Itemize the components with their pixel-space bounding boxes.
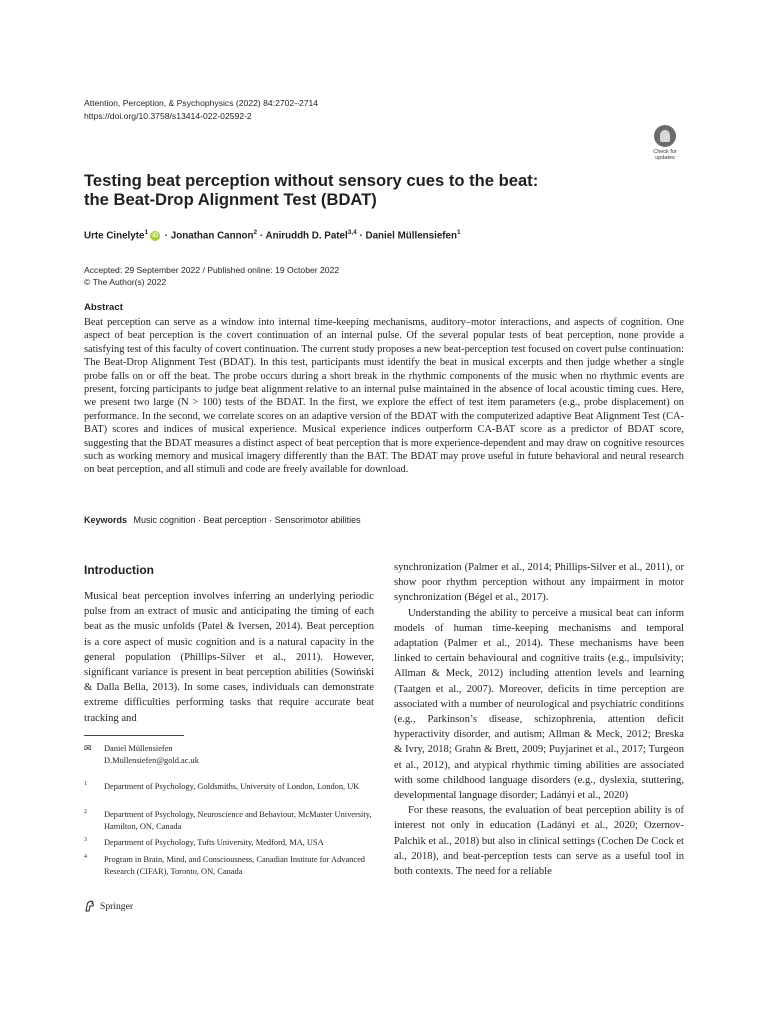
author-affil: 2: [253, 229, 258, 236]
intro-paragraph: Musical beat perception involves inferring an underlying periodic pulse from an extract of music and anticipating the timing of each beat as the music unfolds (Patel & Iversen, 2014). Beat perception is a core aspect of music cognition and is a natural capacity in the general population (Phillips-Silver et al., 2011). However, significant variance is present in beat perception abilities (Sowiński & Dalla Bella, 2013). In some cases, individuals can demonstrate extreme difficulties performing tasks that require accurate beat tracking and: [84, 591, 374, 724]
journal-citation: Attention, Perception, & Psychophysics (2022) 84:2702–2714: [84, 98, 319, 108]
affiliation: [84, 781, 384, 805]
contact-email[interactable]: D.Mullensiefen@gold.ac.uk: [104, 755, 199, 765]
affiliation-text: Program in Brain, Mind, and Consciousness, Canadian Institute for Advanced Research (CIFAR), Toronto, ON, Canada: [104, 855, 365, 876]
author-list: [84, 229, 461, 241]
author-name[interactable]: Aniruddh D. Patel: [265, 230, 348, 242]
author-separator: ·: [359, 230, 363, 242]
accepted-date: Accepted: 29 September 2022 / Published online: 19 October 2022: [84, 265, 340, 275]
author-name[interactable]: Daniel Müllensiefen: [365, 230, 457, 242]
check-updates-icon: [654, 125, 676, 147]
keywords-list: Music cognition · Beat perception · Sensorimotor abilities: [133, 515, 361, 525]
author-name[interactable]: Jonathan Cannon: [170, 230, 254, 242]
publisher-logo: [84, 900, 133, 912]
affiliation-number: 2: [84, 809, 87, 815]
affiliation-number: 4: [84, 854, 87, 860]
copyright-line: © The Author(s) 2022: [84, 276, 167, 287]
orcid-icon[interactable]: iD: [152, 232, 159, 239]
affiliation-text: Department of Psychology, Tufts University, Medford, MA, USA: [104, 838, 324, 847]
check-for-updates-badge[interactable]: [646, 125, 684, 169]
intro-paragraph: Understanding the ability to perceive a musical beat can inform models of human time-keeping mechanisms and temporal adaptation (Palmer et al., 2014). These mechanisms have been linked to certain behavioural and cognitive traits (e.g., impulsivity; Allman & Meck, 2012) including attention levels and learning (Taatgen et al., 2007). Moreover, deficits in time perception are associated with a number of neurological and psychiatric conditions (e.g., Parkinson’s disease, schizophrenia, attention deficit hyperactivity disorder, and autism; Allman & Meck, 2012; Breska & Ivry, 2018; Grahn & Brett, 2009; Puyjarinet et al., 2017; Turgeon et al., 2012), and atypical rhythmic timing abilities are associated with some childhood language disorders (e.g., dyslexia, stuttering, developmental language disorder; Ladányi et al., 2020): [394, 607, 684, 802]
author-affil: 3,4: [347, 229, 357, 236]
affiliation-number: 1: [84, 781, 87, 787]
right-column: [394, 560, 684, 879]
publisher-name: Springer: [100, 900, 134, 912]
introduction-heading: Introduction: [84, 563, 154, 577]
affiliation-text: Department of Psychology, Neuroscience and Behaviour, McMaster University, Hamilton, ON, Canada: [104, 810, 372, 831]
affiliation-text: Department of Psychology, Goldsmiths, University of London, London, UK: [104, 782, 360, 791]
journal-header: [84, 97, 318, 123]
author-affil: 1: [144, 229, 149, 236]
check-updates-label-2: updates: [655, 155, 675, 161]
intro-paragraph: synchronization (Palmer et al., 2014; Phillips-Silver et al., 2011), or show poor rhythm perception without any impairment in motor synchronization (Bégel et al., 2017).: [394, 562, 684, 604]
author-affil: 1: [456, 229, 461, 236]
springer-horse-icon: [84, 900, 96, 912]
abstract-text: Beat perception can serve as a window into internal time-keeping mechanisms, auditory–motor interactions, and aspects of cognition. One aspect of beat perception is the covert continuation of an internal pulse. Of the several popular tests of beat perception, none provide a satisfying test of this faculty of covert continuation. The current study proposes a new beat-perception test focused on covert pulse continuation: The Beat-Drop Alignment Test (BDAT). In this test, participants must identify the beat in musical excerpts and then judge whether a single probe falls on or off the beat. The probe occurs during a short break in the rhythmic components of the music when no rhythmic events are present, forcing participants to judge beat alignment relative to an internal pulse maintained in the absence of local acoustic timing cues. Here, we present two large (N > 100) tests of the BDAT. In the first, we explore the effect of test item parameters (e.g., probe displacement) on performance. In the second, we correlate scores on an adaptive version of the BDAT with the computerized adaptive Beat Alignment Test (CA-BAT) scores and indices of musical experience. Musical experience indices outperform CA-BAT score as a predictor of BDAT score, suggesting that the BDAT measures a distinct aspect of beat perception that is more experience-dependent and may draw on cognitive resources such as working memory and musical imagery differently than the BAT. The BDAT may prove useful in future behavioral and neural research on beat perception, and all stimuli and code are freely available for download.: [84, 317, 684, 476]
left-column: [84, 589, 374, 726]
affiliation: [84, 837, 384, 849]
affiliation: [84, 854, 384, 878]
footnote-divider: [84, 735, 184, 736]
author-separator: ·: [164, 230, 169, 242]
corresponding-author: [84, 743, 199, 766]
affiliation-number: 3: [84, 837, 87, 843]
title-line-2: the Beat-Drop Alignment Test (BDAT): [84, 190, 377, 209]
keywords-label: Keywords: [84, 515, 128, 525]
keywords: [84, 515, 361, 525]
affiliation: [84, 809, 384, 833]
doi-link[interactable]: https://doi.org/10.3758/s13414-022-02592-2: [84, 111, 252, 121]
envelope-icon: ✉: [84, 743, 92, 753]
check-updates-label-1: Check for: [653, 149, 677, 155]
author-name[interactable]: Urte Cinelyte: [84, 230, 145, 242]
publication-dates: [84, 265, 339, 288]
contact-name: Daniel Müllensiefen: [104, 744, 173, 753]
article-title: [84, 171, 644, 209]
author-separator: ·: [259, 230, 264, 242]
abstract-heading: Abstract: [84, 302, 123, 313]
title-line-1: Testing beat perception without sensory cues to the beat:: [84, 171, 539, 190]
intro-paragraph: For these reasons, the evaluation of beat perception ability is of interest not only in education (Ladányi et al., 2020; Ozernov-Palchik et al., 2018) but also in clinical settings (Cochen De Cock et al., 2018), and beat-perception tests can serve as a useful tool in both contexts. The need for a reliable: [394, 805, 684, 878]
